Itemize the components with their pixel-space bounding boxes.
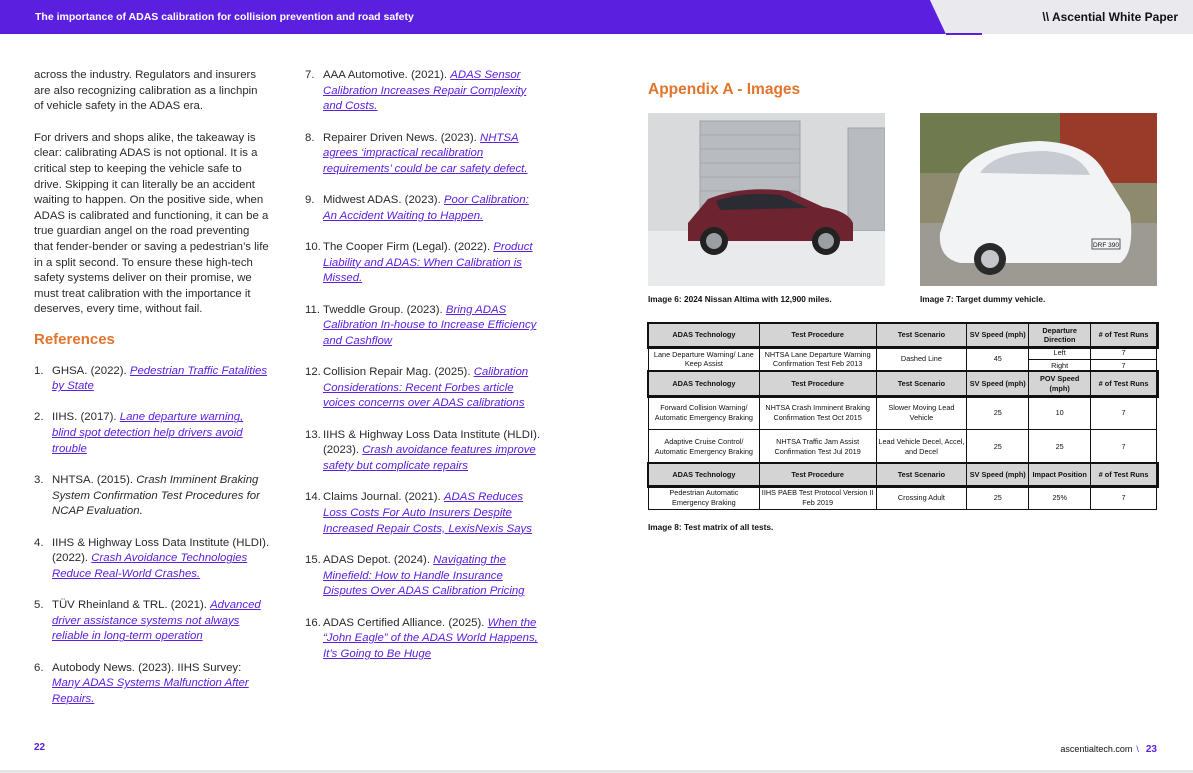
- reference-number: 16.: [305, 616, 321, 629]
- table-cell: 25: [967, 486, 1029, 510]
- references-list-continued: [305, 68, 543, 662]
- table-cell: Lane Departure Warning/ Lane Keep Assist: [649, 347, 760, 372]
- reference-link[interactable]: Poor Calibration: An Accident Waiting to Happen.: [323, 194, 529, 222]
- reference-source: TÜV Rheinland & TRL. (2021).: [52, 599, 211, 612]
- table-cell: Pedestrian Automatic Emergency Braking: [649, 486, 760, 510]
- reference-source: Tweddle Group. (2023).: [323, 303, 446, 316]
- test-matrix-table: [648, 323, 1157, 510]
- reference-source: The Cooper Firm (Legal). (2022).: [323, 241, 494, 254]
- reference-item: [305, 240, 543, 287]
- table-header-row: [649, 464, 1157, 486]
- brand-label: \\ Ascential White Paper: [1042, 10, 1178, 24]
- reference-number: 4.: [34, 536, 44, 549]
- reference-link[interactable]: Crash Avoidance Technologies Reduce Real-World Crashes.: [52, 552, 248, 580]
- reference-item: [34, 598, 270, 645]
- table-cell: 10: [1029, 396, 1091, 430]
- header-accent-line: [946, 33, 982, 35]
- table-cell: 25: [967, 430, 1029, 464]
- reference-number: 9.: [305, 194, 315, 207]
- table-row: [649, 430, 1157, 464]
- reference-link[interactable]: Product Liability and ADAS: When Calibration is Missed.: [323, 241, 533, 285]
- reference-item: [34, 661, 270, 708]
- table-cell: 25: [967, 396, 1029, 430]
- reference-source: Claims Journal. (2021).: [323, 491, 444, 504]
- appendix-heading: Appendix A - Images: [648, 81, 801, 98]
- table-header-row: [649, 372, 1157, 396]
- reference-number: 7.: [305, 69, 315, 81]
- body-paragraph: For drivers and shops alike, the takeaway is clear: calibrating ADAS is not optional. It is a critical step to keeping the vehicle safe to drive. Skipping it can literally be an accident waiting to happen. On the positive side, when ADAS is calibrated and functioning, it can be a true guardian angel on the road preventing that fender-bender or saving a pedestrian’s life in a split second. To ensure these high-tech safety systems deliver on their promise, we must treat calibration with the importance it deserves, every time, without fail.: [34, 131, 269, 316]
- table-cell: 25%: [1029, 486, 1091, 510]
- table-row: [649, 486, 1157, 510]
- image-7-caption: Image 7: Target dummy vehicle.: [920, 294, 1046, 304]
- table-cell: Lead Vehicle Decel, Accel, and Decel: [876, 430, 967, 464]
- table-cell: 7: [1091, 486, 1157, 510]
- footer-separator: \: [1136, 744, 1139, 754]
- header-cell: SV Speed (mph): [967, 372, 1029, 396]
- reference-item: [305, 303, 543, 350]
- reference-number: 15.: [305, 554, 321, 567]
- references-heading: References: [34, 330, 115, 348]
- reference-item: [305, 131, 543, 178]
- header-cell: POV Speed (mph): [1029, 372, 1091, 396]
- table-cell: 25: [1029, 430, 1091, 464]
- table-cell: 7: [1091, 359, 1157, 372]
- header-cell: ADAS Technology: [649, 464, 760, 486]
- table-cell: Left: [1029, 347, 1091, 360]
- reference-number: 1.: [34, 364, 44, 377]
- reference-number: 5.: [34, 599, 44, 612]
- header-cell: Test Procedure: [759, 324, 876, 347]
- reference-source: AAA Automotive. (2021).: [323, 69, 451, 81]
- reference-item: [34, 410, 270, 457]
- reference-item: [305, 365, 543, 412]
- reference-source: ADAS Certified Alliance. (2025).: [323, 616, 488, 629]
- reference-number: 2.: [34, 411, 44, 424]
- reference-number: 14.: [305, 491, 321, 504]
- reference-title: Crash Imminent Braking System Confirmation Test Procedures for NCAP Evaluation.: [52, 474, 260, 518]
- footer-right: [1060, 744, 1157, 755]
- document-title: The importance of ADAS calibration for collision prevention and road safety: [35, 11, 414, 23]
- reference-item: [305, 193, 543, 224]
- reference-link[interactable]: ADAS Reduces Loss Costs For Auto Insurers Despite Increased Repair Costs, LexisNexis Says: [323, 491, 532, 535]
- table-cell: Dashed Line: [876, 347, 967, 372]
- reference-number: 6.: [34, 661, 44, 674]
- reference-link[interactable]: Calibration Considerations: Recent Forbes article voices concerns over ADAS calibrations: [323, 366, 529, 410]
- table-cell: Slower Moving Lead Vehicle: [876, 396, 967, 430]
- image-8-caption: Image 8: Test matrix of all tests.: [648, 522, 774, 532]
- header-cell: Departure Direction: [1029, 324, 1091, 347]
- table-cell: NHTSA Crash Imminent Braking Confirmation Test Oct 2015: [759, 396, 876, 430]
- reference-item: [305, 616, 543, 663]
- reference-link[interactable]: Advanced driver assistance systems not always reliable in long-term operation: [52, 599, 261, 643]
- reference-source: Autobody News. (2023). IIHS Survey:: [52, 661, 242, 674]
- reference-item: [305, 68, 543, 115]
- reference-link[interactable]: Crash avoidance features improve safety but complicate repairs: [323, 444, 536, 473]
- header-cell: ADAS Technology: [649, 372, 760, 396]
- reference-item: [305, 428, 543, 475]
- reference-link[interactable]: Pedestrian Traffic Fatalities by State: [52, 364, 268, 393]
- reference-link[interactable]: NHTSA agrees ‘impractical recalibration requirements’ could be car safety defect.: [323, 131, 528, 175]
- table-cell: 7: [1091, 430, 1157, 464]
- header-cell: Test Scenario: [876, 464, 967, 486]
- reference-source: ADAS Depot. (2024).: [323, 554, 434, 567]
- left-column: [34, 68, 270, 723]
- reference-link[interactable]: Lane departure warning, blind spot detection help drivers avoid trouble: [52, 411, 244, 455]
- table-cell: Forward Collision Warning/ Automatic Emergency Braking: [649, 396, 760, 430]
- table-row: [649, 396, 1157, 430]
- table-cell: NHTSA Traffic Jam Assist Confirmation Test Jul 2019: [759, 430, 876, 464]
- table-header-row: [649, 324, 1157, 347]
- reference-source: IIHS & Highway Loss Data Institute (HLDI). (2022).: [52, 536, 270, 565]
- reference-number: 11.: [305, 303, 320, 316]
- nissan-altima-photo: [648, 113, 885, 286]
- header-cell: # of Test Runs: [1091, 372, 1157, 396]
- table-cell: 7: [1091, 347, 1157, 360]
- sedan-illustration: [648, 113, 885, 286]
- header-cell: ADAS Technology: [649, 324, 760, 347]
- reference-link[interactable]: Many ADAS Systems Malfunction After Repairs.: [52, 677, 249, 705]
- website-link[interactable]: ascentialtech.com: [1060, 744, 1133, 754]
- table-cell: Right: [1029, 359, 1091, 372]
- table-cell: IIHS PAEB Test Protocol Version II Feb 2019: [759, 486, 876, 510]
- reference-number: 8.: [305, 131, 315, 144]
- body-paragraph: across the industry. Regulators and insurers are also recognizing calibration as a linchpin of vehicle safety in the ADAS era.: [34, 69, 258, 113]
- header-cell: SV Speed (mph): [967, 464, 1029, 486]
- header-cell: Test Scenario: [876, 324, 967, 347]
- table-cell: 45: [967, 347, 1029, 372]
- reference-number: 13.: [305, 428, 321, 441]
- reference-item: [305, 553, 543, 600]
- reference-link[interactable]: Bring ADAS Calibration In-house to Increase Efficiency and Cashflow: [323, 303, 537, 347]
- reference-source: Midwest ADAS. (2023).: [323, 194, 444, 207]
- header-cell: Test Procedure: [759, 464, 876, 486]
- reference-link[interactable]: Navigating the Minefield: How to Handle Insurance Disputes Over ADAS Calibration Pricing: [323, 554, 525, 598]
- header-cell: Impact Position: [1029, 464, 1091, 486]
- reference-source: IIHS & Highway Loss Data Institute (HLDI). (2023).: [323, 428, 541, 457]
- reference-number: 10.: [305, 241, 321, 254]
- header-cell: # of Test Runs: [1091, 464, 1157, 486]
- header-cell: Test Procedure: [759, 372, 876, 396]
- reference-link[interactable]: When the “John Eagle” of the ADAS World Happens, It’s Going to Be Huge: [323, 616, 538, 660]
- reference-link[interactable]: ADAS Sensor Calibration Increases Repair Complexity and Costs.: [323, 69, 527, 113]
- image-6-caption: Image 6: 2024 Nissan Altima with 12,900 miles.: [648, 294, 832, 304]
- table-cell: Adaptive Cruise Control/ Automatic Emergency Braking: [649, 430, 760, 464]
- reference-source: GHSA. (2022).: [52, 364, 130, 377]
- page-number-left: 22: [34, 742, 46, 753]
- header-cell: Test Scenario: [876, 372, 967, 396]
- reference-item: [305, 490, 543, 537]
- table-cell: Crossing Adult: [876, 486, 967, 510]
- reference-item: [34, 473, 270, 520]
- header-cell: SV Speed (mph): [967, 324, 1029, 347]
- page-number-right: 23: [1145, 744, 1157, 755]
- reference-number: 12.: [305, 366, 321, 379]
- reference-source: IIHS. (2017).: [52, 411, 120, 424]
- table-cell: 7: [1091, 396, 1157, 430]
- reference-source: Repairer Driven News. (2023).: [323, 131, 480, 144]
- reference-source: Collision Repair Mag. (2025).: [323, 366, 474, 379]
- reference-item: [34, 536, 270, 583]
- reference-item: [34, 364, 270, 395]
- reference-source: NHTSA. (2015).: [52, 474, 137, 487]
- table-row: [649, 347, 1157, 360]
- license-plate: DRF 390: [1092, 242, 1120, 249]
- reference-number: 3.: [34, 474, 44, 487]
- target-vehicle-illustration: [920, 113, 1157, 286]
- header-cell: # of Test Runs: [1091, 324, 1157, 347]
- table-cell: NHTSA Lane Departure Warning Confirmation Test Feb 2013: [759, 347, 876, 372]
- references-list: [34, 364, 270, 708]
- target-dummy-vehicle-photo: [920, 113, 1157, 286]
- middle-column: [305, 68, 543, 678]
